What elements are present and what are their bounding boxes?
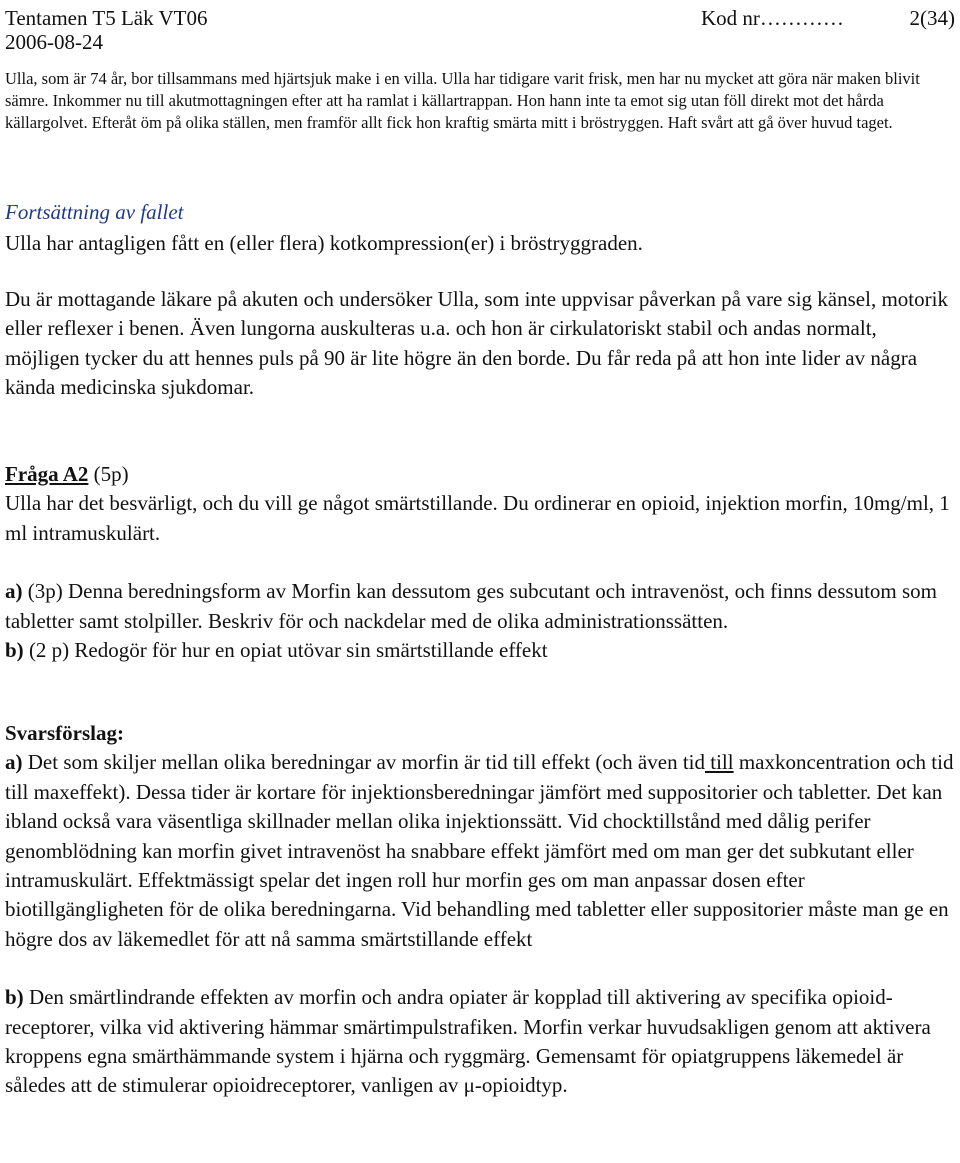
subquestion-a [5,577,955,636]
subquestion-b-text: (2 p) Redogör för hur en opiat utövar sin smärtstillande effekt [28,638,548,663]
examination-text: Du är mottagande läkare på akuten och undersöker Ulla, som inte uppvisar påverkan på vare sig känsel, motorik eller reflexer i benen. Även lungorna auskulteras u.a. och hon är cirkulatoriskt stabil och andas normalt, möjligen tycker du att hennes puls på 90 är lite högre än den borde. Du får reda på att hon inte lider av några kända medicinska sjukdomar. [5,287,948,400]
code-number-label: Kod nr………… [701,6,844,30]
exam-title: Tentamen T5 Läk VT06 [5,6,208,30]
answer-a-text-2: maxkoncentration och tid till maxeffekt). Dessa tider är kortare för injektionsberedningar jämfört med suppositorier och tabletter. Det kan ibland också vara väsentliga skillnader mellan olika injektionssätt. Vid chocktillstånd med dålig perifer genomblödning kan morfin givet intravenöst ha snabbare effekt jämfört med om man ger det subkutant eller intramuskulärt. Effektmässigt spelar det ingen roll hur morfin ges om man anpassar dosen efter biotillgängligheten för de olika beredningarna. Vid behandling med tabletter eller suppositorier måste man ge en högre dos av läkemedlet för att nå samma smärtstillande effekt [5,750,954,951]
answer-a [5,748,955,954]
answer-block [5,719,955,1101]
answer-b [5,983,955,1101]
subquestion-b [5,636,955,665]
answer-b-text: Den smärtlindrande effekten av morfin och andra opiater är kopplad till aktivering av specifika opioid-receptorer, vilka vid aktivering hämmar smärtimpulstrafiken. Morfin verkar huvudsakligen genom att aktivera kroppens egna smärthämmande system i hjärna och ryggmärg. Gemensamt för opiatgruppens läkemedel är således att de stimulerar opioidreceptorer, vanligen av μ-opioidtyp. [5,985,931,1098]
page-number: 2(34) [909,6,955,30]
page-header [5,0,955,60]
question-block [5,460,955,665]
exam-date: 2006-08-24 [5,30,103,54]
continuation-text: Ulla har antagligen fått en (eller flera) kotkompression(er) i bröstryggraden. [5,231,643,255]
subquestion-a-label: a) [5,579,23,604]
answer-b-label: b) [5,985,24,1010]
answer-a-text-1: Det som skiljer mellan olika beredningar av morfin är tid till effekt (och även tid [27,750,705,775]
subquestion-a-text: (3p) Denna beredningsform av Morfin kan dessutom ges subcutant och intravenöst, och finns dessutom som tabletter samt stolpiller. Beskriv för och nackdelar med de olika administrationssätten. [5,579,937,633]
continuation-heading: Fortsättning av fallet [5,200,184,224]
answer-a-label: a) [5,750,23,775]
subquestion-b-label: b) [5,638,24,663]
question-title [5,460,955,489]
exam-page [5,0,955,1098]
question-intro: Ulla har det besvärligt, och du vill ge något smärtstillande. Du ordinerar en opioid, injektion morfin, 10mg/ml, 1 ml intramuskulärt. [5,491,950,545]
question-points: (5p) [93,462,129,486]
case-intro: Ulla, som är 74 år, bor tillsammans med hjärtsjuk make i en villa. Ulla har tidigare varit frisk, men har nu mycket att göra när maken blivit sämre. Inkommer nu till akutmottagningen efter att ha ramlat i källartrappan. Hon hann inte ta emot sig utan föll direkt mot det hårda källargolvet. Efteråt öm på olika ställen, men framför allt fick hon kraftig smärta mitt i bröstryggen. Haft svårt att gå över huvud taget. [5,69,920,132]
answer-heading: Svarsförslag: [5,721,124,745]
answer-a-underlined: till [705,750,734,775]
question-label: Fråga A2 [5,462,89,486]
